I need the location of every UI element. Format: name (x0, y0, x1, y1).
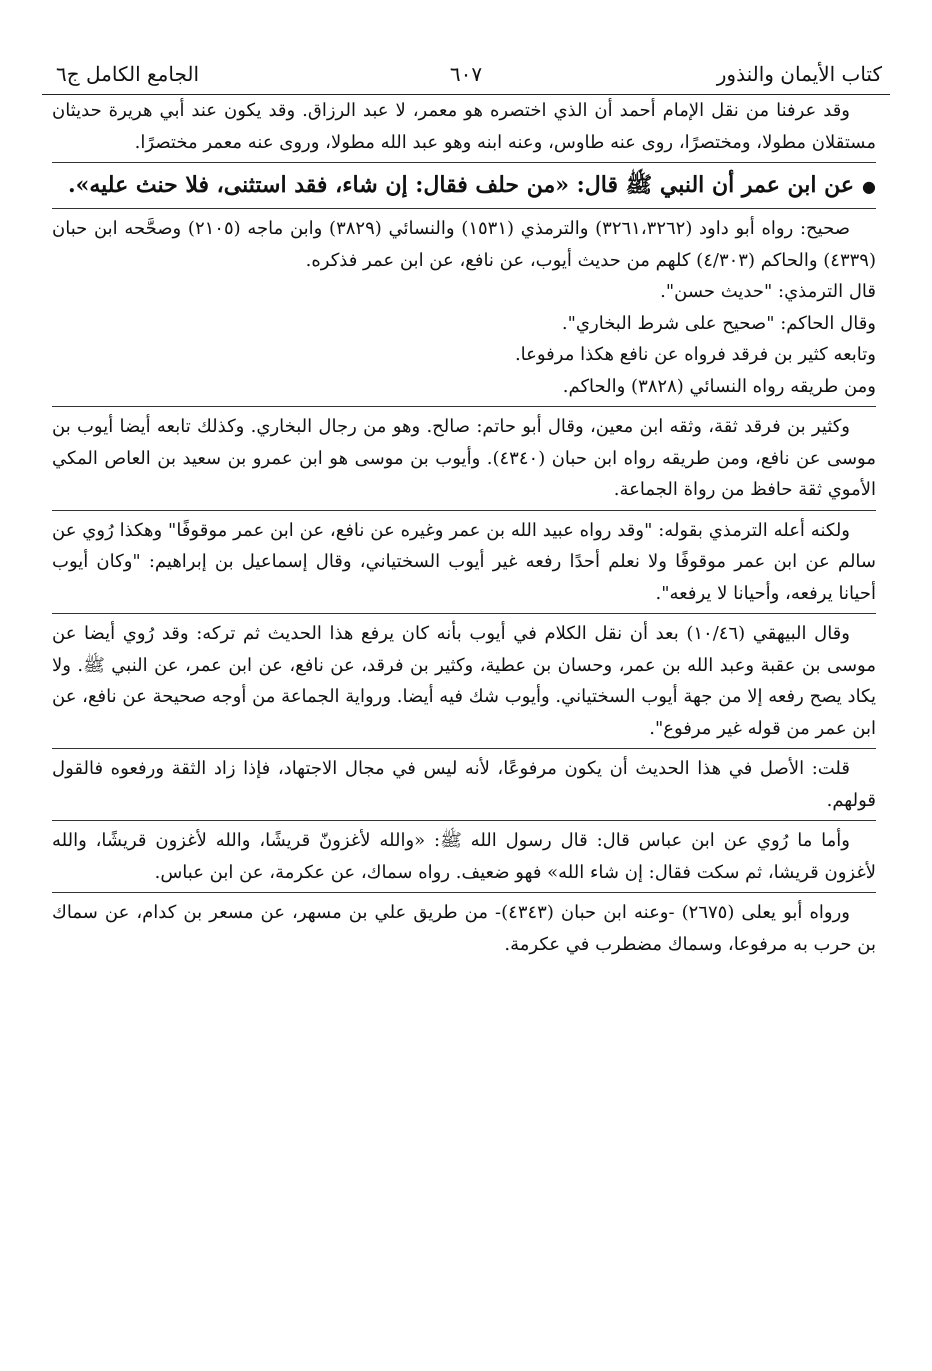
paragraph-kathir: وكثير بن فرقد ثقة، وثقه ابن معين، وقال أبو حاتم: صالح. وهو من رجال البخاري. وكذلك تابعه أيضا أيوب بن موسى عن نافع، ومن طريقه رواه ابن حبان (٤٣٤٠). وأيوب بن موسى هو ابن عمرو بن سعيد بن العاص المكي الأموي ثقة حافظ من رواة الجماعة. (52, 416, 877, 501)
paragraph-ibn-abbas: وأما ما رُوي عن ابن عباس قال: قال رسول الله ﷺ: «والله لأغزونّ قريشًا، والله لأغزون قريشًا، والله لأغزون قريشا، ثم سكت فقال: إن شاء الله» فهو ضعيف. رواه سماك، عن عكرمة، عن ابن عباس. (52, 830, 876, 883)
volume-title: الجامع الكامل ج٦ (56, 62, 200, 86)
paragraph-qultu: قلت: الأصل في هذا الحديث أن يكون مرفوعًا، لأنه ليس في مجال الاجتهاد، فإذا زاد الثقة ورفعوه فالقول قولهم. (52, 758, 876, 811)
quote-hakim: وقال الحاكم: "صحيح على شرط البخاري". (561, 312, 876, 334)
hadith-body: عن ابن عمر أن النبي ﷺ قال: «من حلف فقال: إن شاء، فقد استثنى، فلا حنث عليه». (67, 172, 855, 198)
paragraph-bayhaqi: وقال البيهقي (١٠/٤٦) بعد أن نقل الكلام في أيوب بأنه كان يرفع هذا الحديث ثم تركه: وقد رُوي أيضا عن موسى بن عقبة وعبد الله بن عمر، وحسان بن عطية، وكثير بن فرقد، عن نافع، عن ابن عمر، عن النبي ﷺ. ولا يكاد يصح رفعه إلا من جهة أيوب السختياني. وأيوب شك فيه أيضا. ورواية الجماعة من أوجه صحيحة عن نافع، عن ابن عمر من قوله غير مرفوع". (52, 623, 876, 739)
bullet-icon: ● (862, 177, 876, 196)
divider (52, 613, 876, 614)
page-header (42, 54, 890, 95)
divider (52, 820, 876, 821)
paragraph-illah: ولكنه أعله الترمذي بقوله: "وقد رواه عبيد الله بن عمر وغيره عن نافع، عن ابن عمر موقوفًا" وهكذا رُوي عن سالم عن ابن عمر موقوفًا ولا نعلم أحدًا رفعه غير أيوب السختياني، وقال إسماعيل بن إبراهيم: "وكان أيوب أحيانا يرفعه، وأحيانا لا يرفعه". (52, 519, 876, 604)
divider (52, 162, 876, 163)
hadith-text (52, 167, 876, 204)
divider (52, 208, 876, 209)
paragraph-intro: وقد عرفنا من نقل الإمام أحمد أن الذي اختصره هو معمر، لا عبد الرزاق. وقد يكون عند أبي هريرة حديثان مستقلان مطولا، ومختصرًا، روى عنه طاوس، وعنه ابنه وهو عبد الله مطولا، وروى عنه معمر مختصرًا. (52, 100, 876, 153)
page-content (42, 95, 890, 960)
divider (52, 510, 876, 511)
book-title: كتاب الأيمان والنذور (716, 62, 882, 86)
divider (52, 748, 876, 749)
paragraph-mutaba: وتابعه كثير بن فرقد فرواه عن نافع هكذا مرفوعا. (514, 344, 876, 366)
paragraph-nasai: ومن طريقه رواه النسائي (٣٨٢٨) والحاكم. (562, 375, 876, 397)
page-number: ٦٠٧ (449, 62, 483, 86)
divider (52, 406, 876, 407)
quote-tirmidhi: قال الترمذي: "حديث حسن". (660, 281, 876, 303)
paragraph-takhrij: صحيح: رواه أبو داود (٣٢٦١،٣٢٦٢) والترمذي (١٥٣١) والنسائي (٣٨٢٩) وابن ماجه (٢١٠٥) وصحَّحه ابن حبان (٤٣٣٩) والحاكم (٤/٣٠٣) كلهم من حديث أيوب، عن نافع، عن ابن عمر فذكره. (52, 218, 876, 271)
divider (52, 892, 876, 893)
paragraph-abu-yala: ورواه أبو يعلى (٢٦٧٥) -وعنه ابن حبان (٤٣٤٣)- من طريق علي بن مسهر، عن مسعر بن كدام، عن سماك بن حرب به مرفوعا، وسماك مضطرب في عكرمة. (52, 902, 876, 955)
